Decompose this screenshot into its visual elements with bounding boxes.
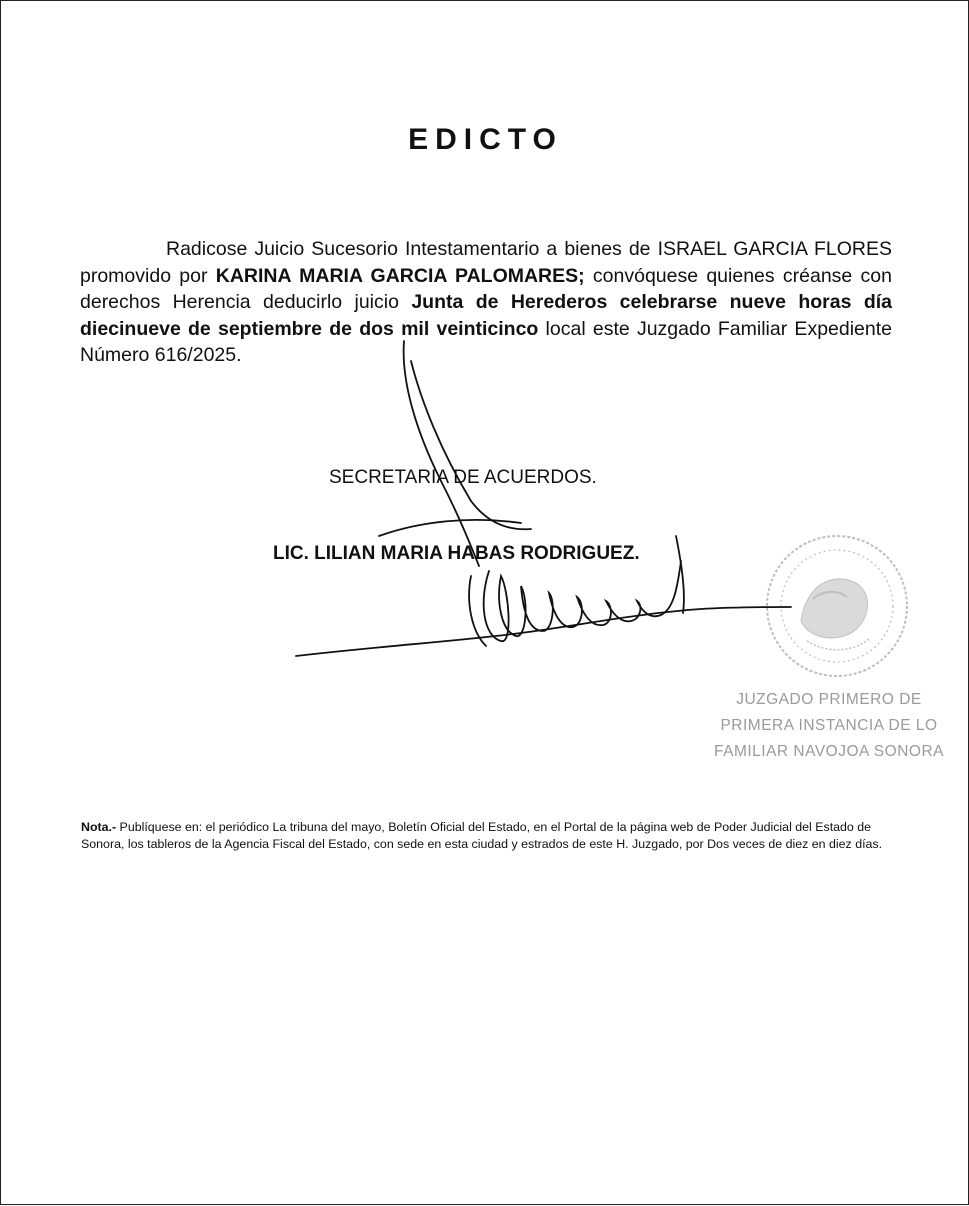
court-seal-text [694, 687, 964, 765]
body-segment-1: Radicose Juicio Sucesorio Intestamentario a bienes de ISRAEL GARCIA FLORES promovido por [80, 238, 892, 287]
note-text: Publíquese en: el periódico La tribuna del mayo, Boletín Oficial del Estado, en el Portal de la página web de Poder Judicial del Estado de Sonora, los tableros de la Agencia Fiscal del Estado, con sede en esta ciudad y estrados de este H. Juzgado, por Dos veces de diez en diez días. [81, 820, 883, 851]
document-title: EDICTO [408, 123, 563, 156]
seal-emblem [1, 1, 969, 1206]
signer-name: LIC. LILIAN MARIA HABAS RODRIGUEZ. [273, 543, 640, 564]
hearing-date: Junta de Herederos celebrarse nueve horas día diecinueve de septiembre de dos mil veinticinco [80, 291, 892, 340]
seal-line-2: PRIMERA INSTANCIA DE LO [720, 717, 938, 734]
seal-line-3: FAMILIAR NAVOJOA SONORA [714, 743, 944, 760]
body-segment-3: convóquese quienes créanse con derechos Herencia deducirlo juicio [80, 264, 892, 313]
secretary-title: SECRETARIA DE ACUERDOS. [329, 467, 597, 488]
note-label: Nota.- [81, 820, 117, 834]
signature-icon [296, 341, 791, 656]
body-segment-5: local este Juzgado Familiar Expediente Número 616/2025. [80, 317, 893, 366]
promoter-name: KARINA MARIA GARCIA PALOMARES; [215, 264, 585, 287]
seal-line-1: JUZGADO PRIMERO DE [736, 691, 922, 708]
publication-note [81, 819, 896, 853]
